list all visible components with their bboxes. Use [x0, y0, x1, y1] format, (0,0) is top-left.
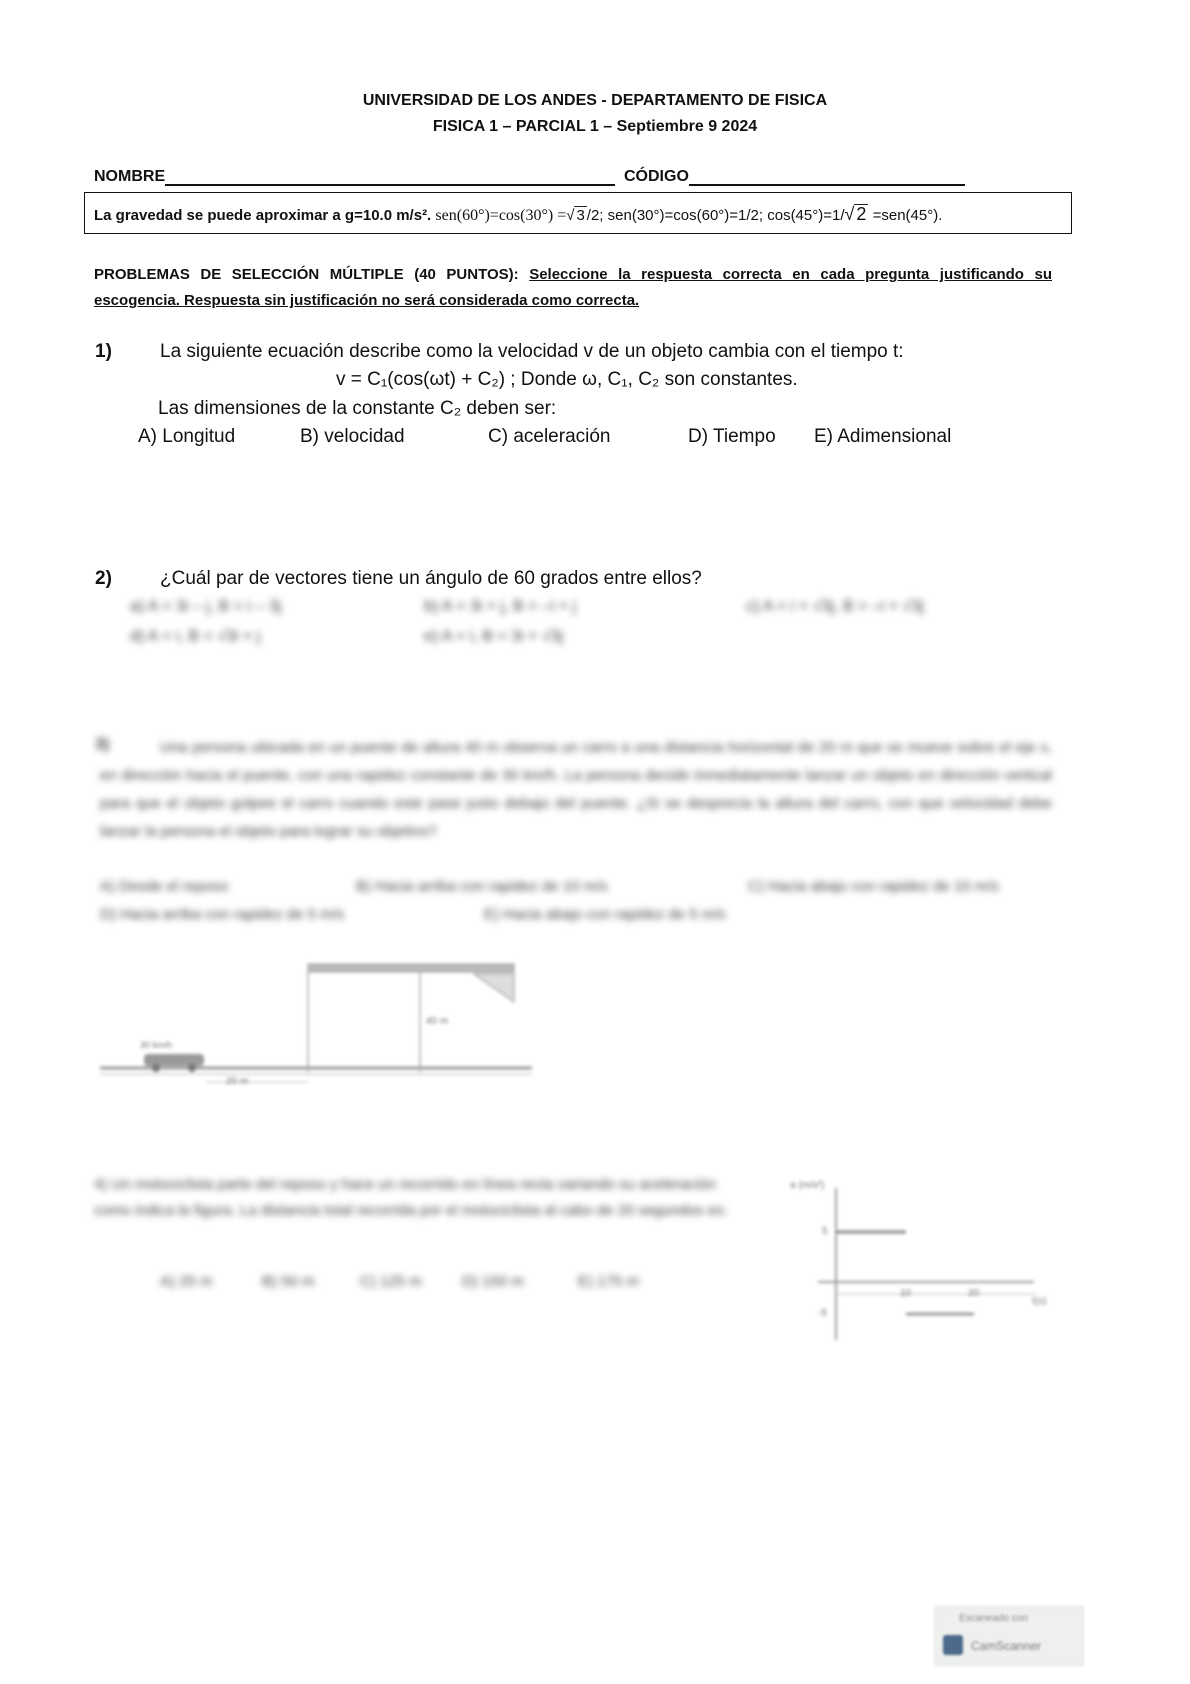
- acceleration-graph: [786, 1168, 1066, 1348]
- distance-label: 20 m: [226, 1076, 249, 1087]
- q3-number: 3): [95, 736, 110, 753]
- q2-number: 2): [95, 568, 112, 589]
- q1-option-c[interactable]: C) aceleración: [488, 426, 611, 447]
- q3-option-a[interactable]: A) Desde el reposo: [100, 878, 229, 895]
- q3-option-b[interactable]: B) Hacia arriba con rapidez de 10 m/s: [356, 878, 608, 895]
- q4-option-b[interactable]: B) 50 m: [262, 1273, 315, 1290]
- watermark-line1: Escaneado con: [959, 1613, 1028, 1624]
- q4-option-a[interactable]: A) 25 m: [160, 1273, 213, 1290]
- q1-option-a[interactable]: A) Longitud: [138, 426, 236, 447]
- q2-option-b[interactable]: b) A = 3i + j, B = –i + j: [424, 598, 577, 615]
- graph-y-neg: -5: [818, 1308, 827, 1319]
- university-header: UNIVERSIDAD DE LOS ANDES - DEPARTAMENTO DE FISICA: [362, 92, 828, 109]
- trig-a: sen(60°)=cos(30°) =: [435, 207, 567, 224]
- section-title: PROBLEMAS DE SELECCIÓN MÚLTIPLE (40 PUNTOS):: [94, 266, 519, 283]
- graph-x1: 10: [900, 1288, 912, 1299]
- watermark-line2: CamScanner: [971, 1639, 1042, 1653]
- q1-option-d[interactable]: D) Tiempo: [688, 426, 776, 447]
- q3-option-e[interactable]: E) Hacia abajo con rapidez de 5 m/s: [484, 906, 726, 923]
- graph-ylabel: a (m/s²): [790, 1180, 825, 1191]
- graph-x2: 20: [968, 1288, 980, 1299]
- bridge-figure: [96, 950, 536, 1090]
- graph-y-pos: 5: [822, 1226, 828, 1237]
- section-header: [94, 262, 1052, 314]
- code-label: CÓDIGO: [624, 168, 689, 185]
- q4-option-e[interactable]: E) 175 m: [578, 1273, 639, 1290]
- sqrt-2: √ 2: [844, 204, 867, 224]
- q4-text: 4) Un motociclista parte del reposo y hace un recorrido en línea recta variando su aceleración como indica la figura. La distancia total recorrida por el motociclista al cabo de 20 segundos es:: [94, 1176, 728, 1219]
- q2-option-c[interactable]: c) A = i + √3j, B = –i + √3j: [746, 598, 924, 615]
- q2-text: ¿Cuál par de vectores tiene un ángulo de 60 grados entre ellos?: [160, 568, 702, 589]
- sqrt-3: √ 3: [566, 207, 585, 224]
- trig-c: =sen(45°).: [872, 207, 943, 224]
- graph-xlabel: t(s): [1032, 1296, 1047, 1307]
- q1-prompt: Las dimensiones de la constante C₂ deben ser:: [158, 398, 557, 419]
- q2-option-a[interactable]: a) A = 3i – j, B = i – 3j: [130, 598, 282, 615]
- q4-option-d[interactable]: D) 150 m: [462, 1273, 524, 1290]
- q1-equation: v = C₁(cos(ωt) + C₂) ; Donde ω, C₁, C₂ son constantes.: [336, 369, 798, 390]
- speed-label: 30 km/h: [140, 1040, 173, 1050]
- q1-option-b[interactable]: B) velocidad: [300, 426, 405, 447]
- q3-option-d[interactable]: D) Hacia arriba con rapidez de 5 m/s: [100, 906, 345, 923]
- q2-option-e[interactable]: e) A = i, B = 3i + √3j: [424, 628, 564, 645]
- name-line: [165, 168, 615, 186]
- name-field[interactable]: [94, 168, 615, 186]
- q3-option-c[interactable]: C) Hacia abajo con rapidez de 10 m/s: [748, 878, 999, 895]
- camscanner-logo-icon: [943, 1635, 963, 1655]
- code-line: [689, 168, 965, 186]
- q4-option-c[interactable]: C) 125 m: [360, 1273, 422, 1290]
- camscanner-watermark: [934, 1606, 1084, 1666]
- section-instructions: Seleccione la respuesta correcta en cada pregunta justificando su escogencia. Respuesta sin justificación no será considerada como correcta.: [94, 266, 1052, 309]
- q1-number: 1): [95, 341, 112, 362]
- code-field[interactable]: [624, 168, 965, 186]
- trig-b: /2; sen(30°)=cos(60°)=1/2; cos(45°)=1/: [586, 207, 845, 224]
- exam-title: FISICA 1 – PARCIAL 1 – Septiembre 9 2024: [432, 118, 758, 135]
- q3-text: Una persona ubicada en un puente de altura 40 m observa un carro a una distancia horizontal de 20 m que se mueve sobre el eje x, en dirección hacia el puente, con una rapidez constante de 30 km/h. La persona decide inmediatamente lanzar un objeto en dirección vertical para que el objeto golpee el carro cuando este pase justo debajo del puente. ¿Si se desprecia la altura del carro, con que velocidad debe lanzar la persona el objeto para lograr su objetivo?: [100, 739, 1052, 840]
- height-label: 40 m: [426, 1016, 449, 1027]
- q1-text: La siguiente ecuación describe como la velocidad v de un objeto cambia con el tiempo t:: [160, 341, 904, 362]
- q1-option-e[interactable]: E) Adimensional: [814, 426, 952, 447]
- gravity-note: La gravedad se puede aproximar a g=10.0 m/s².: [94, 207, 432, 224]
- constants-box: [84, 192, 1072, 234]
- q2-option-d[interactable]: d) A = i, B = √3i + j: [130, 628, 261, 645]
- name-label: NOMBRE: [94, 168, 166, 185]
